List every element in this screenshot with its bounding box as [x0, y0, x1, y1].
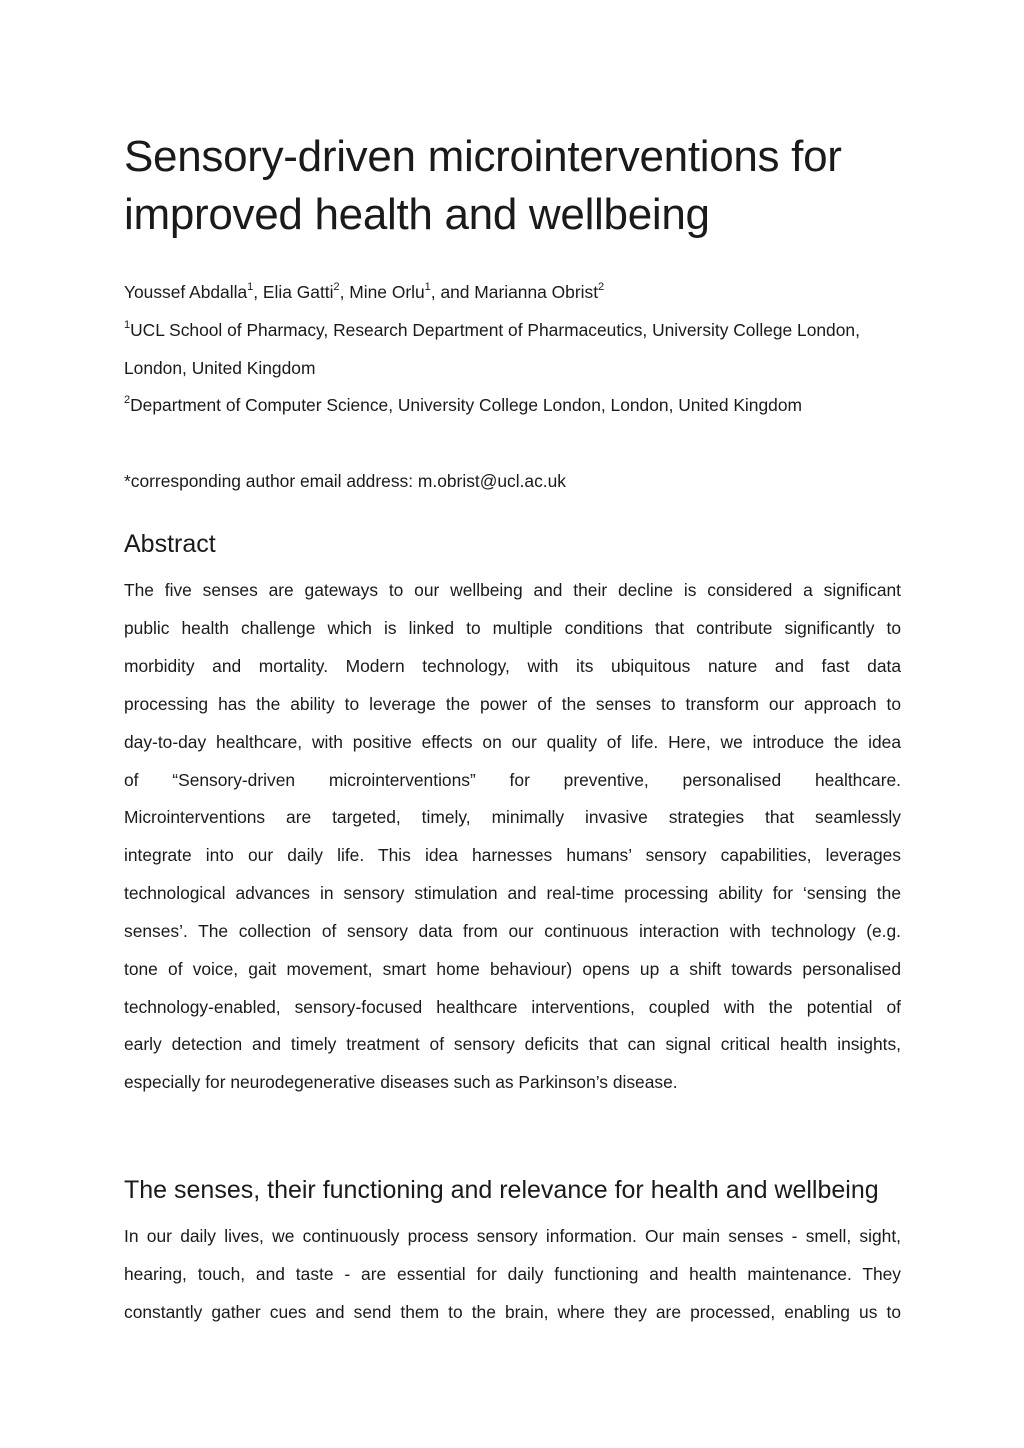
abstract-line: Microinterventions are targeted, timely, minimally invasive strategies that seamlessly	[124, 807, 901, 827]
body-line: hearing, touch, and taste - are essential for daily functioning and health maintenance. They	[124, 1264, 901, 1284]
abstract-line: day-to-day healthcare, with positive effects on our quality of life. Here, we introduce the idea	[124, 732, 901, 752]
body-line: In our daily lives, we continuously process sensory information. Our main senses - smell, sight,	[124, 1226, 901, 1246]
author-list	[124, 280, 604, 304]
abstract-line: senses’. The collection of sensory data from our continuous interaction with technology (e.g.	[124, 921, 901, 941]
abstract-line: public health challenge which is linked to multiple conditions that contribute significantly to	[124, 618, 901, 638]
author-affil-sup: 1	[424, 281, 431, 294]
affiliation-text: UCL School of Pharmacy, Research Department of Pharmaceutics, University College London,	[130, 320, 860, 340]
author-affil-sup: 2	[598, 281, 605, 294]
abstract-line: of “Sensory-driven microinterventions” for preventive, personalised healthcare.	[124, 770, 901, 790]
author-affil-sup: 2	[333, 281, 340, 294]
author-name: , Mine Orlu	[339, 282, 425, 302]
affiliation-2	[124, 393, 802, 417]
corresponding-author: *corresponding author email address: m.obrist@ucl.ac.uk	[124, 471, 567, 491]
abstract-line: especially for neurodegenerative diseases such as Parkinson’s disease.	[124, 1072, 678, 1092]
author-affil-sup: 1	[247, 281, 254, 294]
abstract-line: technological advances in sensory stimulation and real-time processing ability for ‘sensing the	[124, 883, 901, 903]
affiliation-1	[124, 318, 860, 342]
abstract-line: The five senses are gateways to our wellbeing and their decline is considered a significant	[124, 580, 901, 600]
abstract-line: technology-enabled, sensory-focused healthcare interventions, coupled with the potential of	[124, 997, 901, 1017]
abstract-heading: Abstract	[124, 530, 216, 558]
abstract-line: early detection and timely treatment of sensory deficits that can signal critical health insights,	[124, 1034, 901, 1054]
affiliation-sup: 2	[124, 394, 131, 407]
author-name: , Elia Gatti	[253, 282, 334, 302]
paper-title	[124, 128, 901, 244]
abstract-line: processing has the ability to leverage the power of the senses to transform our approach to	[124, 694, 901, 714]
abstract-line: tone of voice, gait movement, smart home behaviour) opens up a shift towards personalised	[124, 959, 901, 979]
abstract-line: integrate into our daily life. This idea harnesses humans’ sensory capabilities, leverages	[124, 845, 901, 865]
affiliation-text: Department of Computer Science, University College London, London, United Kingdom	[130, 395, 802, 415]
abstract-line: morbidity and mortality. Modern technology, with its ubiquitous nature and fast data	[124, 656, 901, 676]
section-heading: The senses, their functioning and relevance for health and wellbeing	[124, 1176, 879, 1204]
author-name: , and Marianna Obrist	[430, 282, 599, 302]
affiliation-1-cont: London, United Kingdom	[124, 358, 316, 378]
author-name: Youssef Abdalla	[124, 282, 248, 302]
affiliation-sup: 1	[124, 319, 131, 332]
body-line: constantly gather cues and send them to the brain, where they are processed, enabling us to	[124, 1302, 901, 1322]
title-line-2: improved health and wellbeing	[124, 190, 710, 239]
title-line-1: Sensory-driven microinterventions for	[124, 132, 842, 181]
